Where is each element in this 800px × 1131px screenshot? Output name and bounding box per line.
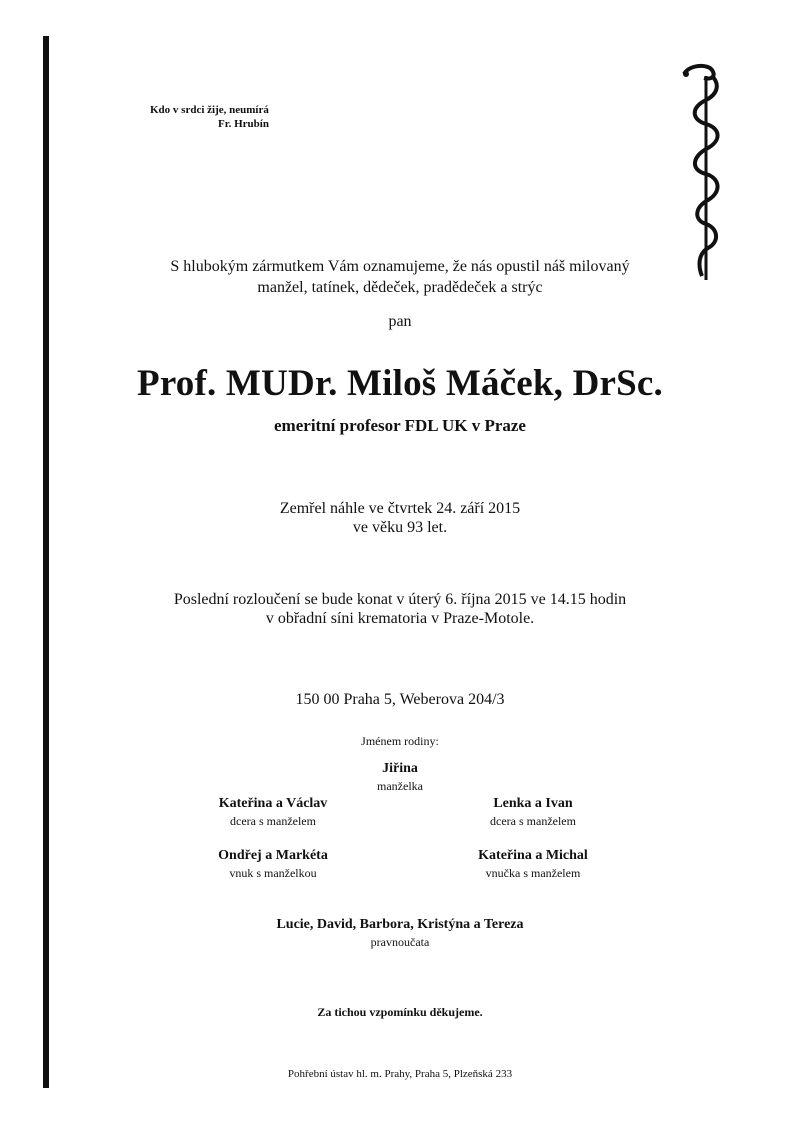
family-entry-left-1 (153, 795, 393, 829)
family-entry-name: Lenka a Ivan (493, 796, 573, 811)
family-entry-relation: vnučka s manželem (485, 866, 581, 880)
funeral-home-footer: Pohřební ústav hl. m. Prahy, Praha 5, Plzeňská 233 (287, 1068, 513, 1080)
funeral-line-2: v obřadní síni krematoria v Praze-Motole. (265, 610, 535, 627)
address: 150 00 Praha 5, Weberova 204/3 (295, 691, 505, 708)
family-entry-right-1 (413, 795, 653, 829)
motto-quote: Kdo v srdci žije, neumírá (150, 104, 269, 116)
deceased-name: Prof. MUDr. Miloš Máček, DrSc. (137, 363, 663, 404)
intro-line-1: S hlubokým zármutkem Vám oznamujeme, že nás opustil náš milovaný (170, 258, 630, 275)
mourning-border (43, 36, 49, 1088)
great-grandchildren-relation: pravnoučata (370, 935, 430, 949)
funeral-line-1: Poslední rozloučení se bude konat v úterý 6. října 2015 ve 14.15 hodin (173, 591, 627, 608)
family-entry-relation: dcera s manželem (490, 814, 576, 828)
thanks-line: Za tichou vzpomínku děkujeme. (317, 1005, 483, 1019)
rod-of-asclepius-icon (672, 62, 732, 284)
great-grandchildren-names: Lucie, David, Barbora, Kristýna a Tereza (276, 917, 524, 932)
intro-line-2: manžel, tatínek, dědeček, pradědeček a strýc (257, 279, 543, 296)
family-entry-name: Kateřina a Václav (218, 796, 328, 811)
motto-author: Fr. Hrubín (218, 118, 269, 130)
spouse-name: Jiřina (382, 761, 418, 776)
family-entry-name: Kateřina a Michal (478, 848, 588, 863)
family-entry-right-2 (413, 847, 653, 881)
deceased-title: emeritní profesor FDL UK v Praze (274, 416, 526, 435)
death-line-2: ve věku 93 let. (352, 519, 448, 536)
family-entry-relation: dcera s manželem (230, 814, 316, 828)
family-entry-relation: vnuk s manželkou (229, 866, 317, 880)
family-entry-name: Ondřej a Markéta (218, 848, 328, 863)
family-entry-left-2 (153, 847, 393, 881)
salutation: pan (388, 313, 412, 330)
motto (150, 103, 269, 131)
death-line-1: Zemřel náhle ve čtvrtek 24. září 2015 (279, 500, 521, 517)
spouse-relation: manželka (377, 779, 423, 793)
family-heading: Jménem rodiny: (361, 734, 439, 748)
